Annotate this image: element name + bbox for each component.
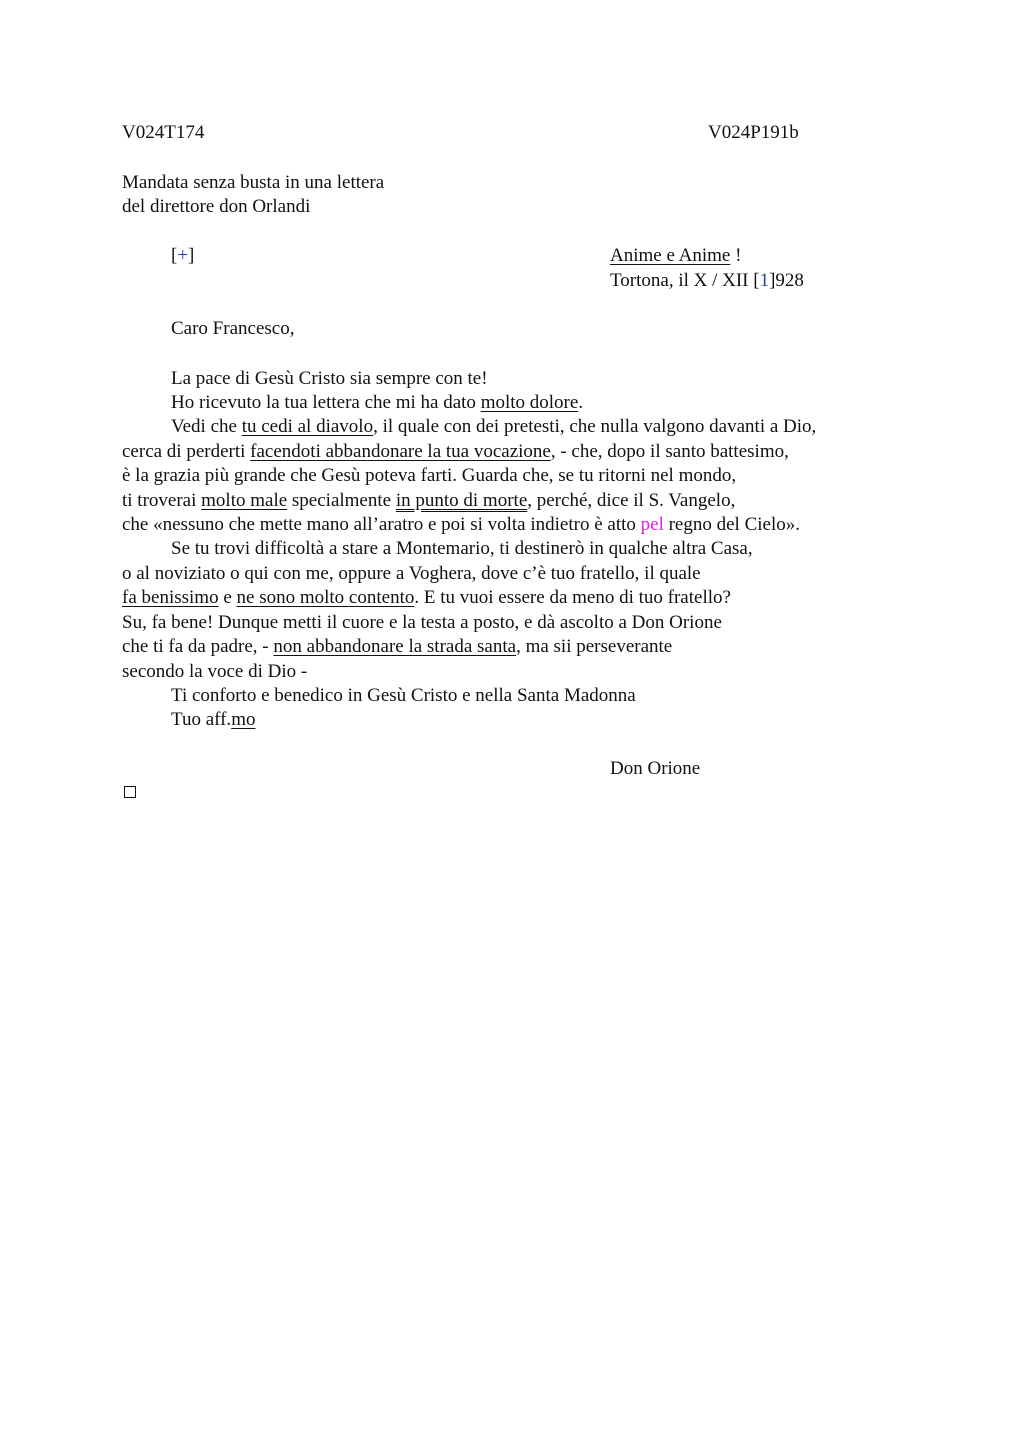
body-line-13: secondo la voce di Dio -: [122, 661, 308, 682]
document-code-right: V024P191b: [708, 122, 799, 143]
document-code-left: V024T174: [122, 122, 205, 143]
note-line-1: Mandata senza busta in una lettera: [122, 172, 385, 193]
text-run: ti troverai: [122, 490, 202, 511]
letter-date: [610, 269, 804, 294]
underlined-phrase: facendoti abbandonare la tua vocazione: [250, 441, 551, 462]
body-line-4: [122, 440, 789, 465]
signature: Don Orione: [610, 758, 701, 779]
double-underlined-phrase: in punto di morte: [395, 490, 528, 511]
cross-mark: [171, 244, 194, 269]
body-line-12: [122, 635, 672, 660]
body-line-8: Se tu trovi difficoltà a stare a Montemario, ti destinerò in qualche altra Casa,: [171, 538, 753, 559]
body-line-14: Ti conforto e benedico in Gesù Cristo e nella Santa Madonna: [171, 685, 636, 706]
text-run: Ho ricevuto la tua lettera che mi ha dato: [171, 392, 481, 413]
text-run: . E tu vuoi essere da meno di tuo fratello?: [414, 587, 731, 608]
salutation: Caro Francesco,: [171, 318, 295, 339]
underlined-phrase: ne sono molto contento: [236, 587, 415, 608]
text-run: , perché, dice il S. Vangelo,: [527, 490, 736, 511]
highlighted-word: pel: [640, 514, 664, 535]
text-run: , ma sii perseverante: [516, 636, 673, 657]
text-run: specialmente: [287, 490, 396, 511]
text-run: cerca di perderti: [122, 441, 251, 462]
body-line-6: [122, 489, 735, 514]
bracket-close: ]: [188, 245, 195, 266]
underlined-phrase: non abbandonare la strada santa: [273, 636, 517, 657]
text-run: che ti fa da padre, -: [122, 636, 274, 657]
date-suffix: 928: [775, 270, 804, 291]
text-run: .: [578, 392, 584, 413]
text-run: regno del Cielo».: [663, 514, 800, 535]
body-line-10: [122, 586, 731, 611]
body-line-9: o al noviziato o qui con me, oppure a Voghera, dove c’è tuo fratello, il quale: [122, 563, 701, 584]
motto: [610, 244, 741, 269]
body-line-7: [122, 513, 800, 538]
body-line-1: La pace di Gesù Cristo sia sempre con te!: [171, 368, 488, 389]
closing: [171, 708, 255, 733]
text-run: e: [218, 587, 237, 608]
text-run: Tuo aff.: [171, 709, 232, 730]
bracket-open: [: [171, 245, 178, 266]
motto-suffix: !: [730, 245, 742, 266]
underlined-phrase: fa benissimo: [122, 587, 219, 608]
body-line-3: [171, 415, 816, 440]
motto-text: Anime e Anime: [610, 245, 731, 266]
date-digit: 1: [759, 270, 770, 291]
body-line-5: è la grazia più grande che Gesù poteva farti. Guarda che, se tu ritorni nel mondo,: [122, 465, 737, 486]
date-prefix: Tortona, il X / XII: [610, 270, 754, 291]
date-bracket-open: [: [753, 270, 760, 291]
text-run: Vedi che: [171, 416, 242, 437]
plus-sign: +: [177, 245, 189, 266]
text-run: , - che, dopo il santo battesimo,: [550, 441, 789, 462]
body-line-2: [171, 391, 583, 416]
checkbox-mark: [124, 786, 136, 798]
underlined-phrase: mo: [231, 709, 256, 730]
underlined-phrase: molto dolore: [480, 392, 579, 413]
underlined-phrase: molto male: [201, 490, 288, 511]
date-bracket-close: ]: [769, 270, 776, 291]
note-line-2: del direttore don Orlandi: [122, 196, 311, 217]
body-line-11: Su, fa bene! Dunque metti il cuore e la testa a posto, e dà ascolto a Don Orione: [122, 612, 722, 633]
underlined-phrase: tu cedi al diavolo: [241, 416, 374, 437]
text-run: che «nessuno che mette mano all’aratro e poi si volta indietro è atto: [122, 514, 641, 535]
text-run: , il quale con dei pretesti, che nulla valgono davanti a Dio,: [373, 416, 817, 437]
